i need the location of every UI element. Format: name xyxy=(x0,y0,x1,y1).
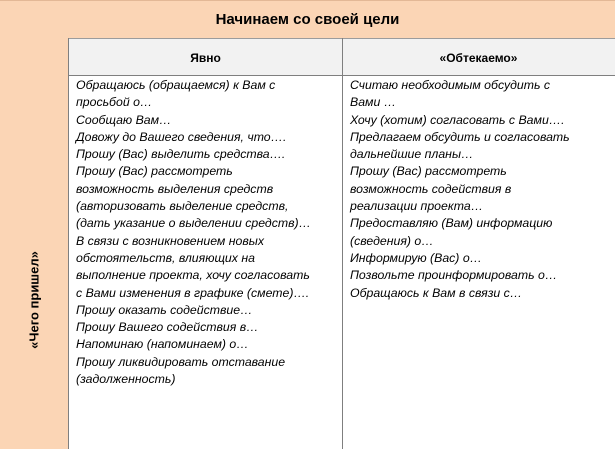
explicit-phrase-line: (задолженность) xyxy=(76,372,176,387)
implicit-phrase-line: Вами … xyxy=(350,95,397,110)
explicit-phrase-line: Прошу ликвидировать отставание xyxy=(76,354,286,369)
explicit-phrase-line: Прошу Вашего содействия в… xyxy=(76,320,259,335)
table-title xyxy=(0,0,615,38)
explicit-phrase-line: возможность выделения средств xyxy=(76,181,274,196)
implicit-phrase-line: Хочу (хотим) согласовать с Вами…. xyxy=(350,112,565,127)
implicit-phrase-line: Считаю необходимым обсудить с xyxy=(350,78,551,92)
explicit-phrase-line: обстоятельств, влияющих на xyxy=(76,250,255,265)
explicit-phrase-line: с Вами изменения в графике (смете)…. xyxy=(76,285,310,300)
explicit-phrase-line: Напоминаю (напоминаем) о… xyxy=(76,337,249,352)
column-header-implicit: «Обтекаемо» xyxy=(439,50,518,65)
implicit-phrases-cell xyxy=(350,77,612,302)
explicit-phrase-line: Сообщаю Вам… xyxy=(76,112,172,127)
row-header-label: «Чего пришел» xyxy=(26,251,42,349)
explicit-phrase-line: просьбой о… xyxy=(76,95,153,110)
table-title-text: Начинаем со своей цели xyxy=(215,11,400,28)
implicit-phrase-line: Предлагаем обсудить и согласовать xyxy=(350,129,570,144)
implicit-phrase-line: возможность содействия в xyxy=(350,181,512,196)
implicit-phrase-line: Предоставляю (Вам) информацию xyxy=(350,216,553,231)
explicit-phrases-cell xyxy=(76,77,338,388)
explicit-phrase-line: выполнение проекта, хочу согласовать xyxy=(76,268,310,283)
column-divider xyxy=(342,38,343,449)
implicit-phrase-line: дальнейшие планы… xyxy=(350,147,474,162)
explicit-phrase-line: (дать указание о выделении средств)… xyxy=(76,216,311,231)
row-header-column xyxy=(0,38,69,449)
column-header-explicit: Явно xyxy=(190,50,221,65)
implicit-phrase-line: Информирую (Вас) о… xyxy=(350,250,482,265)
explicit-phrase-line: Обращаюсь (обращаемся) к Вам с xyxy=(76,78,276,92)
explicit-phrase-line: Прошу (Вас) выделить средства…. xyxy=(76,147,286,162)
implicit-phrase-line: реализации проекта… xyxy=(350,199,484,214)
explicit-phrase-line: Довожу до Вашего сведения, что…. xyxy=(76,129,287,144)
header-divider xyxy=(69,75,615,76)
explicit-phrase-line: (авторизовать выделение средств, xyxy=(76,199,289,214)
implicit-phrase-line: (сведения) о… xyxy=(350,233,434,248)
implicit-phrase-line: Обращаюсь к Вам в связи с… xyxy=(350,285,523,300)
implicit-phrase-line: Прошу (Вас) рассмотреть xyxy=(350,164,507,179)
explicit-phrase-line: Прошу оказать содействие… xyxy=(76,302,253,317)
explicit-phrase-line: Прошу (Вас) рассмотреть xyxy=(76,164,233,179)
explicit-phrase-line: В связи с возникновением новых xyxy=(76,233,264,248)
implicit-phrase-line: Позвольте проинформировать о… xyxy=(350,268,558,283)
